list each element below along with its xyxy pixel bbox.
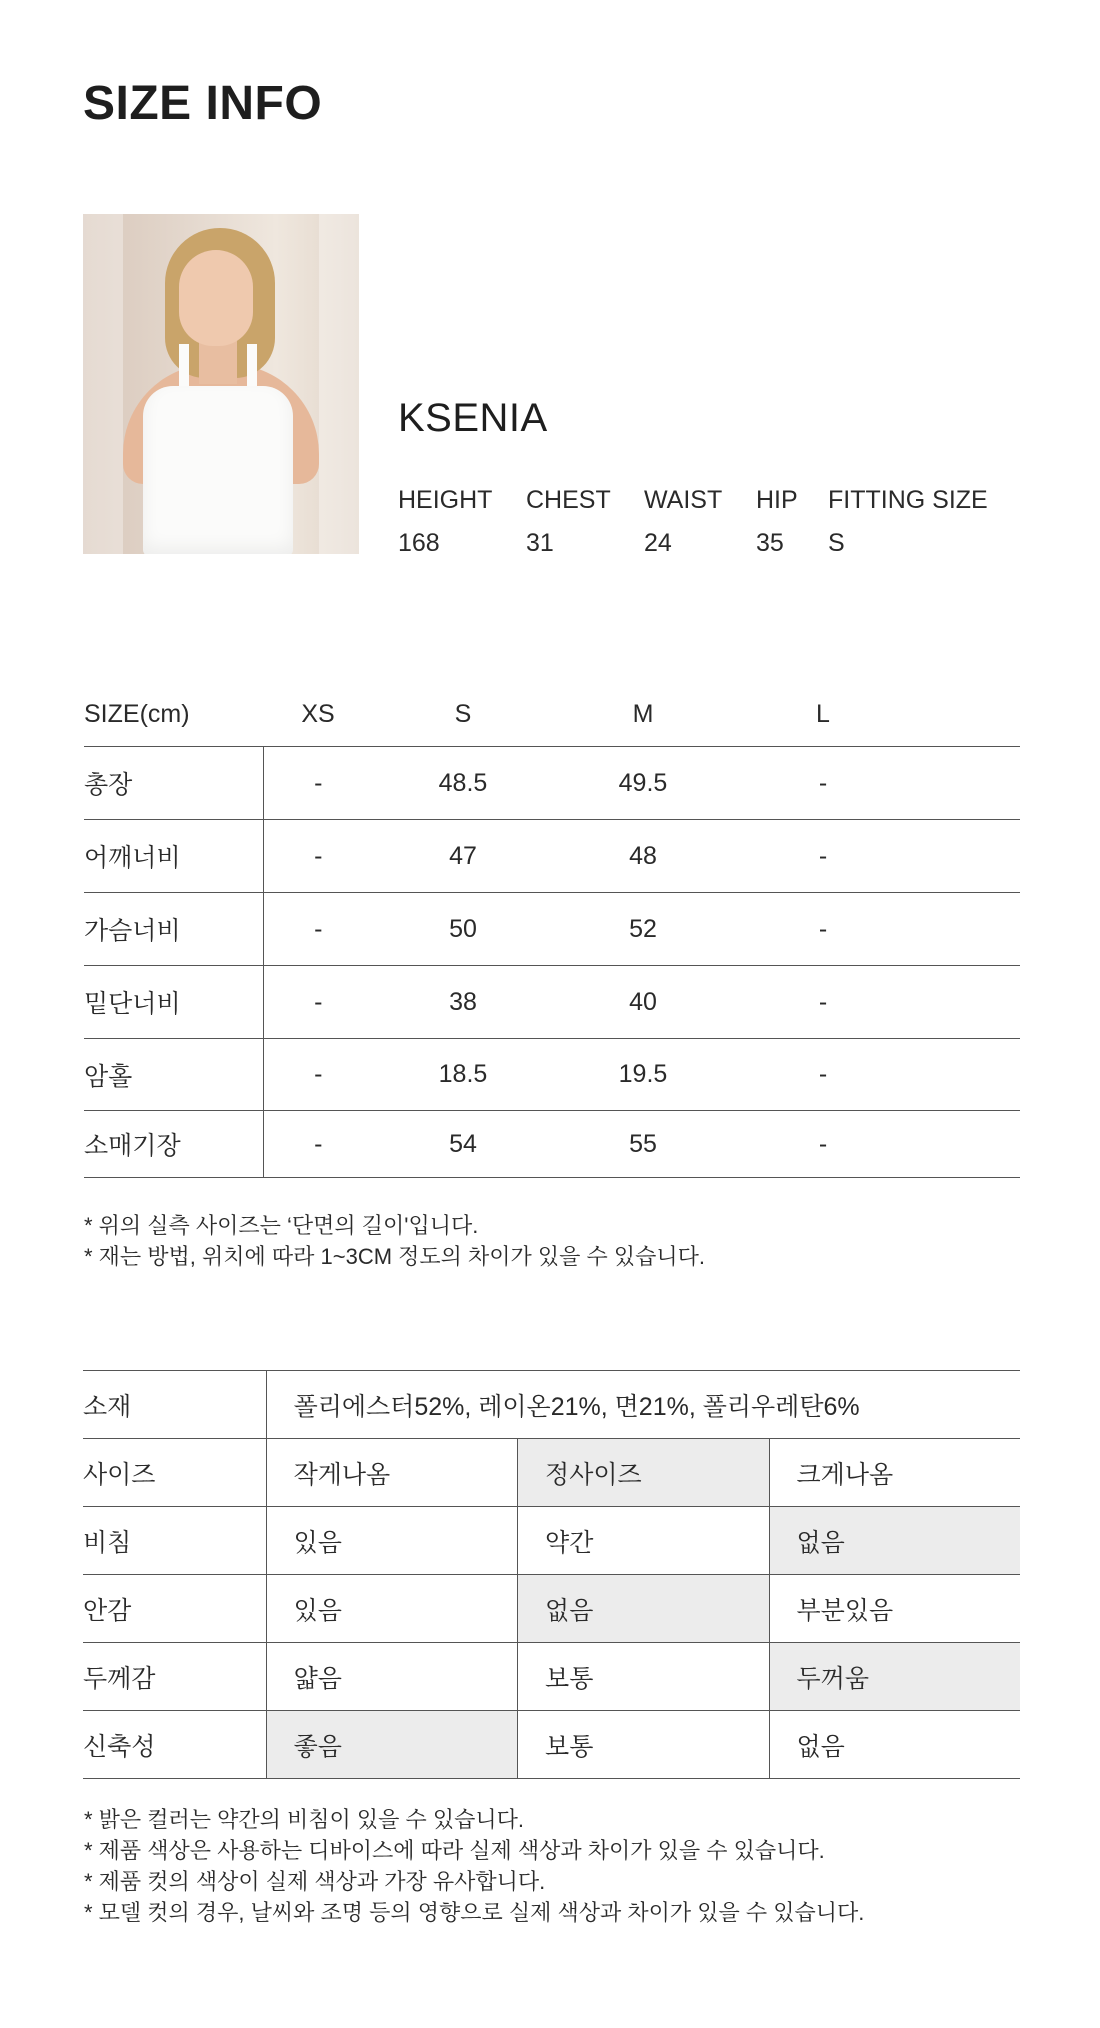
- size-cell-spacer: [913, 966, 1020, 1039]
- size-header-l: L: [816, 699, 830, 728]
- table-row: [83, 1575, 1020, 1643]
- fabric-option: 보통: [518, 1711, 769, 1779]
- size-header-xs: XS: [301, 699, 335, 728]
- size-cell: 49.5: [553, 747, 733, 820]
- size-row-label: 가슴너비: [84, 893, 263, 966]
- size-cell: 54: [373, 1111, 553, 1178]
- size-cell-spacer: [913, 1111, 1020, 1178]
- fabric-option-selected: 정사이즈: [518, 1439, 769, 1507]
- model-stat-height: [398, 486, 492, 558]
- size-cell-spacer: [913, 1039, 1020, 1111]
- size-cell: -: [263, 893, 373, 966]
- fabric-option: 부분있음: [769, 1575, 1020, 1643]
- table-row: [83, 1507, 1020, 1575]
- fabric-note: * 제품 컷의 색상이 실제 색상과 가장 유사합니다.: [84, 1869, 546, 1894]
- size-cell: -: [263, 1039, 373, 1111]
- size-cell: -: [733, 1111, 913, 1178]
- fabric-option: 얇음: [266, 1643, 517, 1711]
- model-stat-value: 35: [756, 529, 784, 557]
- size-cell-spacer: [913, 893, 1020, 966]
- table-row: [83, 1439, 1020, 1507]
- fabric-row-label: 비침: [83, 1507, 266, 1575]
- size-header-s: S: [454, 699, 472, 728]
- fabric-notes: [84, 1804, 864, 1928]
- size-table-header: [84, 682, 1020, 747]
- fabric-row-label: 두께감: [83, 1643, 266, 1711]
- size-cell: -: [263, 966, 373, 1039]
- fabric-option-selected: 좋음: [266, 1711, 517, 1779]
- fabric-row-label: 소재: [83, 1371, 266, 1439]
- model-stat-label: CHEST: [526, 486, 611, 514]
- model-photo: [83, 214, 359, 554]
- size-row-label: 소매기장: [84, 1111, 263, 1178]
- size-cell: -: [733, 747, 913, 820]
- model-stat-waist: [644, 486, 722, 558]
- model-stat-value: 168: [398, 529, 440, 557]
- size-cell: -: [733, 893, 913, 966]
- size-cell: -: [263, 747, 373, 820]
- table-row: [84, 1111, 1020, 1178]
- fabric-option-selected: 없음: [518, 1575, 769, 1643]
- size-cell: 48.5: [373, 747, 553, 820]
- model-name: KSENIA: [398, 396, 548, 440]
- fabric-option: 약간: [518, 1507, 769, 1575]
- table-row: [84, 820, 1020, 893]
- table-row: [83, 1711, 1020, 1779]
- table-row: [84, 1039, 1020, 1111]
- model-stat-chest: [526, 486, 611, 558]
- size-header-m: M: [632, 699, 654, 728]
- model-stat-fitting-size: [828, 486, 988, 558]
- fabric-row-label: 안감: [83, 1575, 266, 1643]
- size-cell: 40: [553, 966, 733, 1039]
- size-header-unit: SIZE(cm): [84, 699, 190, 728]
- fabric-option-selected: 두꺼움: [769, 1643, 1020, 1711]
- fabric-option: 보통: [518, 1643, 769, 1711]
- size-cell-spacer: [913, 820, 1020, 893]
- size-cell: -: [263, 820, 373, 893]
- size-cell: -: [733, 820, 913, 893]
- table-row: [83, 1371, 1020, 1439]
- fabric-row-label: 신축성: [83, 1711, 266, 1779]
- size-note: * 위의 실측 사이즈는 ‘단면의 길이'입니다.: [84, 1213, 479, 1238]
- model-stat-value: 31: [526, 529, 554, 557]
- fabric-option: 작게나옴: [266, 1439, 517, 1507]
- fabric-row-label: 사이즈: [83, 1439, 266, 1507]
- size-cell: 18.5: [373, 1039, 553, 1111]
- size-row-label: 암홀: [84, 1039, 263, 1111]
- size-cell: -: [733, 966, 913, 1039]
- model-stat-label: WAIST: [644, 486, 723, 514]
- page-title: SIZE INFO: [83, 77, 323, 130]
- size-cell: 55: [553, 1111, 733, 1178]
- size-row-label: 밑단너비: [84, 966, 263, 1039]
- fabric-note: * 모델 컷의 경우, 날씨와 조명 등의 영향으로 실제 색상과 차이가 있을 수 있습니다.: [84, 1900, 865, 1925]
- model-stat-label: HIP: [756, 486, 798, 514]
- size-cell: -: [263, 1111, 373, 1178]
- material-value: 폴리에스터52%, 레이온21%, 면21%, 폴리우레탄6%: [266, 1371, 1020, 1439]
- size-cell-spacer: [913, 747, 1020, 820]
- fabric-option-selected: 없음: [769, 1507, 1020, 1575]
- table-row: [84, 747, 1020, 820]
- size-cell: 19.5: [553, 1039, 733, 1111]
- size-header-spacer: [913, 682, 1020, 747]
- size-cell: 47: [373, 820, 553, 893]
- table-row: [83, 1643, 1020, 1711]
- fabric-option: 있음: [266, 1507, 517, 1575]
- model-stat-label: HEIGHT: [398, 486, 493, 514]
- model-stat-label: FITTING SIZE: [828, 486, 988, 514]
- fabric-option: 없음: [769, 1711, 1020, 1779]
- size-cell: 38: [373, 966, 553, 1039]
- model-stat-value: 24: [644, 529, 672, 557]
- size-note: * 재는 방법, 위치에 따라 1~3CM 정도의 차이가 있을 수 있습니다.: [84, 1244, 705, 1269]
- size-cell: 52: [553, 893, 733, 966]
- model-stat-value: S: [828, 529, 845, 557]
- fabric-note: * 제품 색상은 사용하는 디바이스에 따라 실제 색상과 차이가 있을 수 있습니다.: [84, 1838, 825, 1863]
- fabric-option: 크게나옴: [769, 1439, 1020, 1507]
- table-row: [84, 893, 1020, 966]
- size-cell: 48: [553, 820, 733, 893]
- size-notes: [84, 1210, 705, 1272]
- model-stat-hip: [756, 486, 798, 558]
- fabric-option: 있음: [266, 1575, 517, 1643]
- size-cell: -: [733, 1039, 913, 1111]
- fabric-note: * 밝은 컬러는 약간의 비침이 있을 수 있습니다.: [84, 1807, 524, 1832]
- size-table: [84, 682, 1020, 1178]
- fabric-table: [83, 1370, 1020, 1779]
- table-row: [84, 966, 1020, 1039]
- size-cell: 50: [373, 893, 553, 966]
- size-row-label: 어깨너비: [84, 820, 263, 893]
- size-row-label: 총장: [84, 747, 263, 820]
